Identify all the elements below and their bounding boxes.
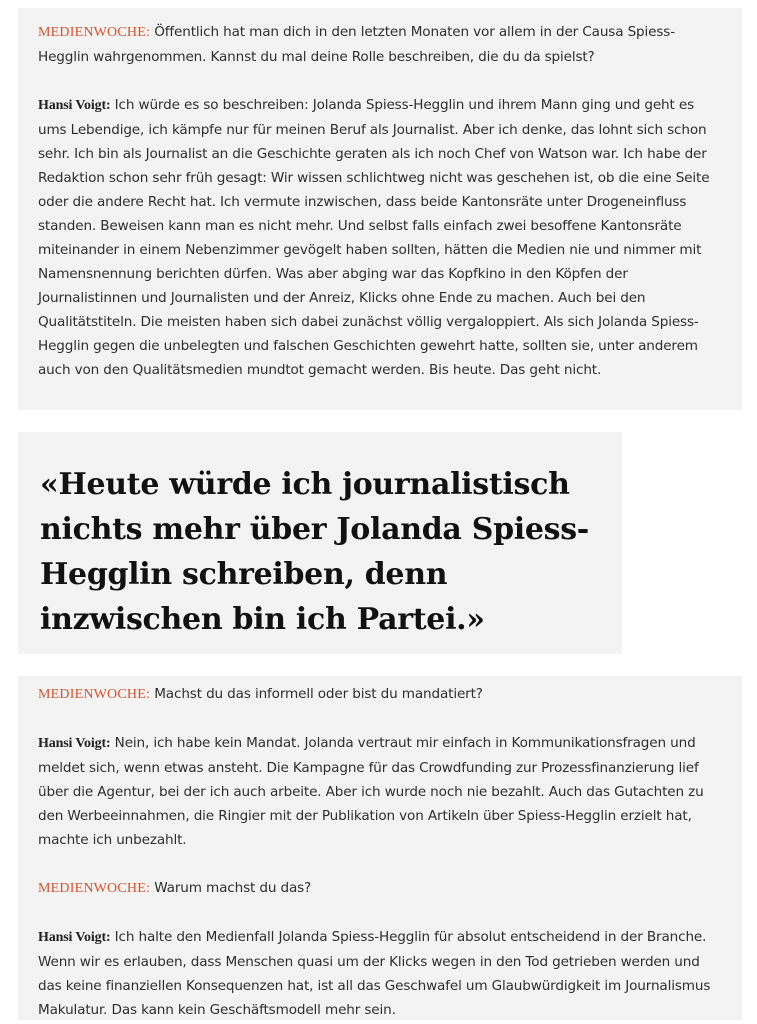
interviewee-label: Hansi Voigt: xyxy=(38,736,111,751)
interview-block-1 xyxy=(18,8,742,410)
interviewee-label: Hansi Voigt: xyxy=(38,98,111,113)
question-1 xyxy=(38,20,722,69)
answer-text: Ich würde es so beschreiben: Jolanda Spiess-Hegglin und ihrem Mann ging und geht es ums Lebendige, ich kämpfe nur für meinen Beruf als Journalist. Aber ich denke, das lohnt sich schon sehr. Ich bin als Journalist an die Geschichte geraten als ich noch Chef von Watson war. Ich habe der Redaktion schon sehr früh gesagt: Wir wissen schlichtweg nicht was geschehen ist, ob die eine Seite oder die andere Recht hat. Ich vermute inzwischen, dass beide Kantonsräte unter Drogeneinfluss standen. Beweisen kann man es nicht mehr. Und selbst falls einfach zwei besoffene Kantonsräte miteinander in einem Nebenzimmer gevögelt haben sollten, hätten die Medien nie und nimmer mit Namensnennung berichten dürfen. Was aber abging war das Kopfkino in den Köpfen der Journalistinnen und Journalisten und der Anreiz, Klicks ohne Ende zu machen. Auch bei den Qualitätstiteln. Die meisten haben sich dabei zunächst völlig vergaloppiert. Als sich Jolanda Spiess-Hegglin gegen die unbelegten und falschen Geschichten gewehrt hatte, sollten sie, unter anderem auch von den Qualitätsmedien mundtot gemacht werden. Bis heute. Das geht nicht. xyxy=(38,97,710,378)
question-3 xyxy=(38,876,722,901)
interview-block-2 xyxy=(18,676,742,1020)
interviewee-label: Hansi Voigt: xyxy=(38,930,111,945)
pullquote-text: «Heute würde ich journalistisch nichts mehr über Jolanda Spiess-Hegglin schreiben, denn inzwischen bin ich Partei.» xyxy=(40,467,589,637)
question-text: Machst du das informell oder bist du mandatiert? xyxy=(150,686,483,702)
question-text: Öffentlich hat man dich in den letzten Monaten vor allem in der Causa Spiess-Hegglin wahrgenommen. Kannst du mal deine Rolle beschreiben, die du da spielst? xyxy=(38,24,675,65)
question-2 xyxy=(38,682,722,707)
interviewer-label: MEDIENWOCHE: xyxy=(38,25,151,40)
interviewer-label: MEDIENWOCHE: xyxy=(38,881,151,896)
answer-text: Nein, ich habe kein Mandat. Jolanda vertraut mir einfach in Kommunikationsfragen und meldet sich, wenn etwas ansteht. Die Kampagne für das Crowdfunding zur Prozessfinanzierung lief über die Agentur, bei der ich auch arbeite. Aber ich wurde noch nie bezahlt. Auch das Gutachten zu den Werbeeinnahmen, die Ringier mit der Publikation von Artikeln über Spiess-Hegglin erzielt hat, machte ich unbezahlt. xyxy=(38,735,704,848)
pullquote-block xyxy=(18,432,622,654)
answer-3 xyxy=(38,925,722,1022)
answer-2 xyxy=(38,731,722,852)
question-text: Warum machst du das? xyxy=(150,880,312,896)
answer-1 xyxy=(38,93,722,382)
answer-text: Ich halte den Medienfall Jolanda Spiess-Hegglin für absolut entscheidend in der Branche. Wenn wir es erlauben, dass Menschen quasi um der Klicks wegen in den Tod getrieben werden und das keine finanziellen Konsequenzen hat, ist all das Geschwafel um Glaubwürdigkeit im Journalismus Makulatur. Das kann kein Geschäftsmodell mehr sein. xyxy=(38,929,711,1018)
interviewer-label: MEDIENWOCHE: xyxy=(38,687,151,702)
